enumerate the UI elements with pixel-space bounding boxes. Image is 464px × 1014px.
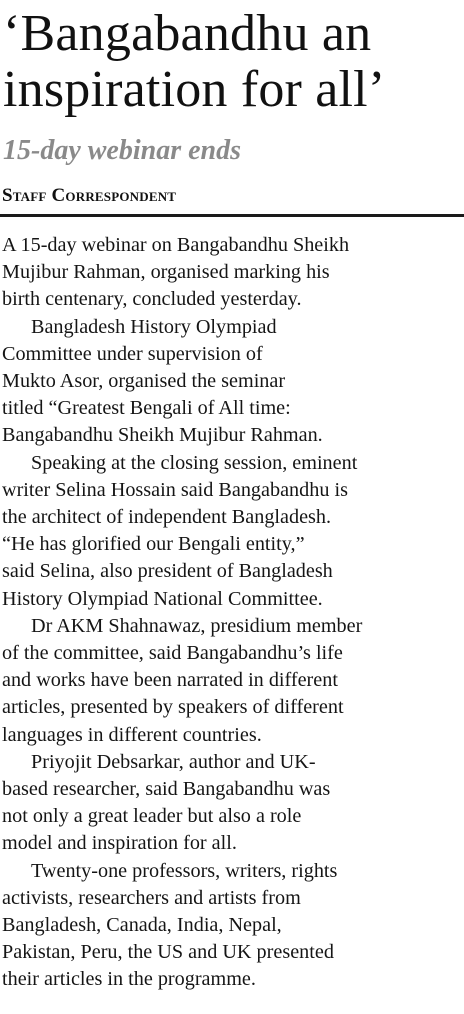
- body-line: Twenty-one professors, writers, rights: [31, 859, 338, 882]
- body-line: Bangladesh History Olympiad: [31, 315, 277, 338]
- paragraph-6: [2, 858, 464, 994]
- body-line: Bangabandhu Sheikh Mujibur Rahman.: [2, 424, 323, 447]
- body-line: their articles in the programme.: [2, 968, 256, 991]
- body-line: the architect of independent Bangladesh.: [2, 506, 332, 529]
- body-line: Committee under supervision of: [2, 342, 263, 365]
- body-line: articles, presented by speakers of different: [2, 696, 344, 719]
- body-line: Mukto Asor, organised the seminar: [2, 370, 286, 393]
- paragraph-5: [2, 749, 464, 858]
- headline-line: inspiration for all’: [3, 61, 386, 118]
- body-line: languages in different countries.: [2, 723, 262, 746]
- body-line: based researcher, said Bangabandhu was: [2, 778, 331, 801]
- body-line: said Selina, also president of Bangladesh: [2, 560, 333, 583]
- body-line: model and inspiration for all.: [2, 832, 237, 855]
- article-body: [2, 232, 464, 994]
- body-line: and works have been narrated in different: [2, 669, 338, 692]
- body-line: History Olympiad National Committee.: [2, 587, 323, 610]
- body-line: Bangladesh, Canada, India, Nepal,: [2, 914, 282, 937]
- body-line: Mujibur Rahman, organised marking his: [2, 261, 330, 284]
- body-line: activists, researchers and artists from: [2, 886, 301, 909]
- paragraph-1: [2, 232, 464, 314]
- body-line: Priyojit Debsarkar, author and UK-: [31, 750, 316, 773]
- body-line: Pakistan, Peru, the US and UK presented: [2, 941, 334, 964]
- byline: Staff Correspondent: [2, 185, 177, 206]
- body-line: A 15-day webinar on Bangabandhu Sheikh: [2, 234, 350, 256]
- subheadline: 15-day webinar ends: [3, 135, 241, 166]
- body-line: not only a great leader but also a role: [2, 805, 302, 828]
- headline: [3, 6, 464, 118]
- paragraph-2: [2, 314, 464, 450]
- divider-rule: [0, 214, 464, 217]
- body-line: Dr AKM Shahnawaz, presidium member: [31, 614, 363, 637]
- paragraph-3: [2, 450, 464, 613]
- paragraph-4: [2, 613, 464, 749]
- body-line: writer Selina Hossain said Bangabandhu is: [2, 478, 348, 501]
- body-line: birth centenary, concluded yesterday.: [2, 288, 302, 311]
- headline-line: ‘Bangabandhu an: [3, 5, 372, 62]
- body-line: Speaking at the closing session, eminent: [31, 451, 358, 474]
- body-line: “He has glorified our Bengali entity,”: [2, 533, 305, 556]
- body-line: of the committee, said Bangabandhu’s life: [2, 642, 343, 665]
- body-line: titled “Greatest Bengali of All time:: [2, 397, 291, 420]
